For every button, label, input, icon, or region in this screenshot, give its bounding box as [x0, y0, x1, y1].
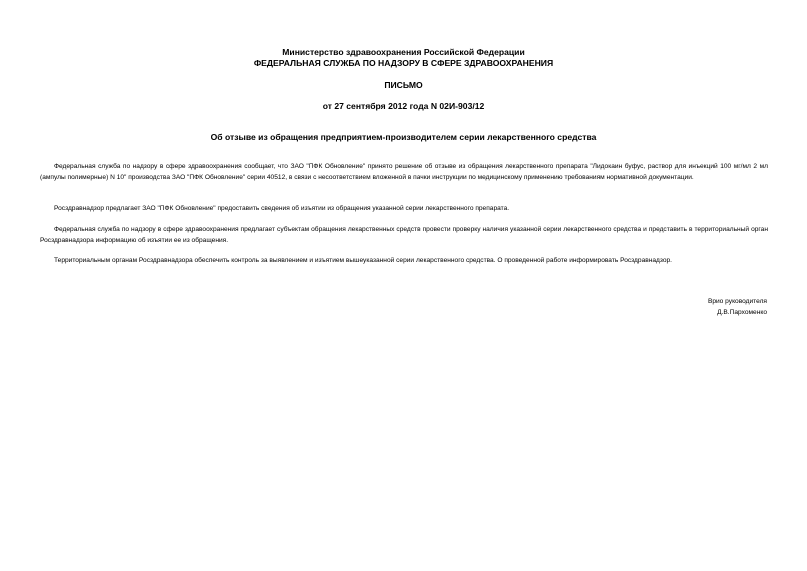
- signatory-position: Врио руководителя: [707, 298, 767, 305]
- body-paragraph-2: Росздравнадзор предлагает ЗАО "ПФК Обновление" предоставить сведения об изъятии из обращения указанной серии лекарственного препарата.: [54, 205, 510, 212]
- ministry-name: Министерство здравоохранения Российской Федерации: [282, 47, 525, 57]
- service-name: ФЕДЕРАЛЬНАЯ СЛУЖБА ПО НАДЗОРУ В СФЕРЕ ЗДРАВООХРАНЕНИЯ: [253, 58, 554, 68]
- body-paragraph-4: Территориальным органам Росздравнадзора обеспечить контроль за выявлением и изъятием вышеуказанной серии лекарственного средства. О проведенной работе информировать Росздравнадзор.: [54, 257, 673, 264]
- body-paragraph-1: Федеральная служба по надзору в сфере здравоохранения сообщает, что ЗАО "ПФК Обновление" принято решение об отзыве из обращения лекарственного препарата "Лидокаин буфус, раствор для инъекций 100 мг/мл 2 мл (ампулы полимерные) N 10" производства ЗАО "ПФК Обновление" серии 40512, в связи с несоответствием вложенной в пачки инструкции по медицинскому применению требованиям нормативной документации.: [40, 163, 768, 181]
- document-subject: Об отзыве из обращения предприятием-производителем серии лекарственного средства: [210, 132, 597, 142]
- body-paragraph-3: Федеральная служба по надзору в сфере здравоохранения предлагает субъектам обращения лекарственных средств провести проверку наличия указанной серии лекарственного средства и представить в территориальный орган Росздравнадзора информацию об изъятии ее из обращения.: [40, 226, 768, 244]
- signatory-name: Д.В.Пархоменко: [717, 309, 767, 316]
- document-date-number: от 27 сентября 2012 года N 02И-903/12: [322, 101, 485, 111]
- document-type: ПИСЬМО: [384, 80, 423, 90]
